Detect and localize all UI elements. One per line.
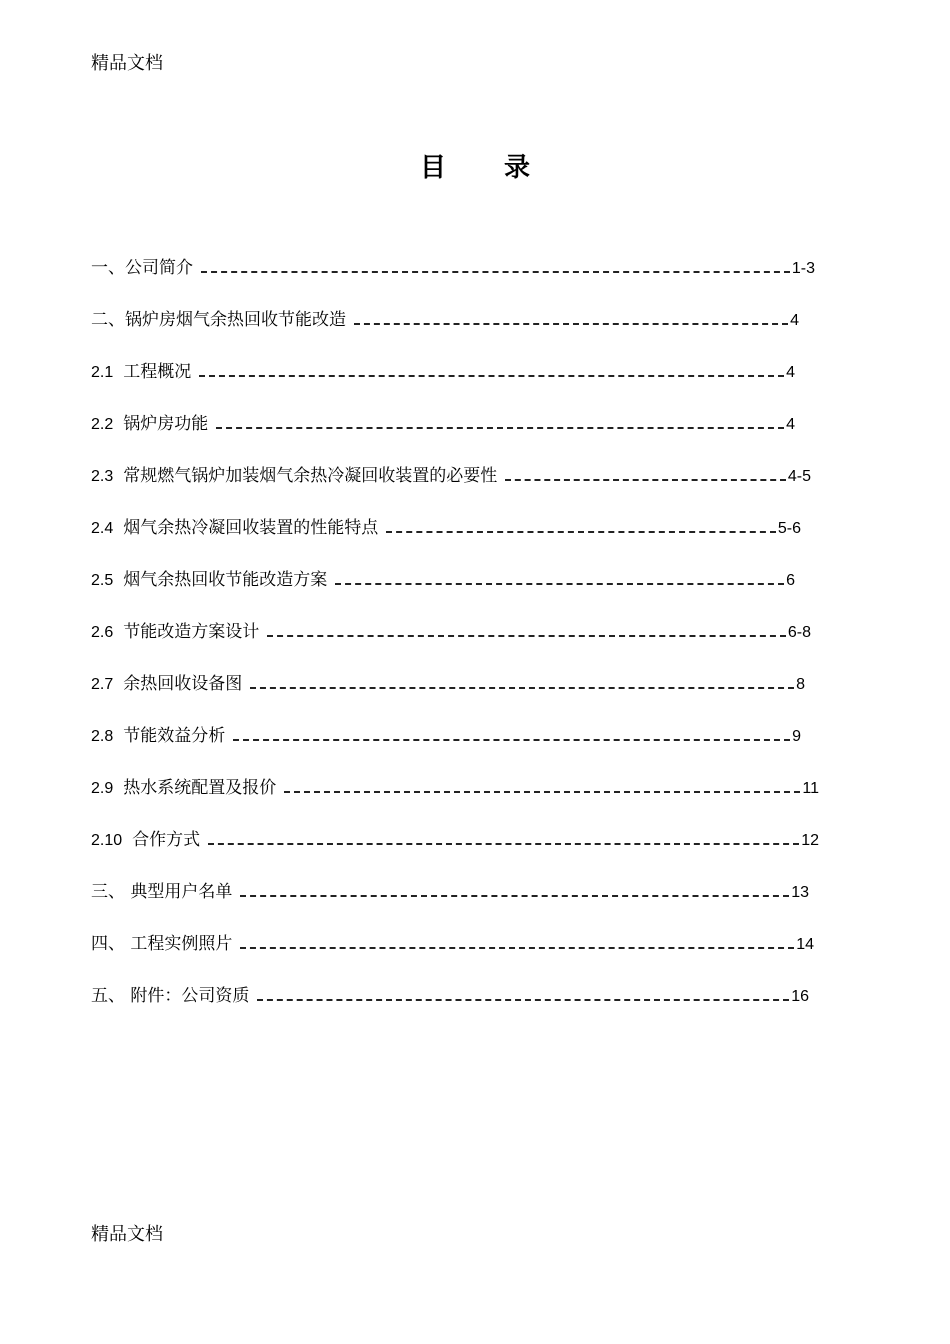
toc-entry-label: 常规燃气锅炉加装烟气余热冷凝回收装置的必要性 [123,466,498,486]
toc-entry-label: 锅炉房功能 [123,414,209,434]
toc-entry[interactable] [91,358,831,410]
toc-entry-page: 1-3 [791,260,815,277]
dot-leader [208,843,799,845]
toc-entry-number: 2.5 [91,572,114,589]
toc-entry-page: 11 [802,780,819,797]
dot-leader [233,739,790,741]
toc-entry-page: 4 [786,364,795,381]
toc-entry[interactable] [91,878,831,930]
dot-leader [284,791,800,793]
toc-title: 目录 [419,153,588,183]
toc-entry[interactable] [91,306,831,358]
dot-leader [240,947,794,949]
dot-leader [267,635,786,637]
toc-entry-label: 烟气余热回收节能改造方案 [123,570,328,590]
toc-entry-page: 9 [792,728,801,745]
dot-leader [240,895,789,897]
toc-entry[interactable] [91,618,831,670]
dot-leader [335,583,784,585]
toc-entry-number: 2.3 [91,468,114,485]
toc-entry-number: 2.1 [91,364,114,381]
toc-entry[interactable] [91,254,831,306]
toc-entry-number: 2.9 [91,780,114,797]
dot-leader [354,323,788,325]
dot-leader [201,271,790,273]
toc-entry-number: 2.10 [91,832,123,849]
toc-entry[interactable] [91,930,831,982]
toc-entry-number: 2.8 [91,728,114,745]
toc-entry-page: 6 [786,572,795,589]
toc-entry-label: 三、 典型用户名单 [91,882,233,902]
dot-leader [250,687,794,689]
toc-entry[interactable] [91,774,831,826]
toc-entry-label: 合作方式 [132,830,201,850]
toc-entry-number: 2.2 [91,416,114,433]
toc-entry[interactable] [91,462,831,514]
dot-leader [199,375,784,377]
toc-entry-page: 14 [796,936,814,953]
toc-entry-page: 8 [796,676,805,693]
toc-entry[interactable] [91,566,831,618]
toc-entry-label: 工程概况 [123,362,192,382]
toc-entry-page: 16 [791,988,809,1005]
toc-entry-label: 烟气余热冷凝回收装置的性能特点 [123,518,379,538]
toc-entry-label: 余热回收设备图 [123,674,243,694]
toc-entry-label: 五、 附件：公司资质 [91,986,250,1006]
toc-entry-number: 2.7 [91,676,114,693]
toc-entry-page: 4 [786,416,795,433]
table-of-contents [91,254,831,1034]
toc-entry-page: 6-8 [787,624,811,641]
toc-entry-label: 热水系统配置及报价 [123,778,277,798]
toc-entry-label: 二、锅炉房烟气余热回收节能改造 [91,310,346,330]
toc-entry-page: 12 [801,832,819,849]
toc-entry[interactable] [91,722,831,774]
toc-entry-label: 一、公司简介 [91,258,193,278]
page-footer: 精品文档 [91,1224,163,1245]
toc-entry-page: 4 [790,312,799,329]
toc-entry-number: 2.4 [91,520,114,537]
toc-entry[interactable] [91,410,831,462]
dot-leader [216,427,784,429]
toc-entry[interactable] [91,826,831,878]
toc-entry[interactable] [91,514,831,566]
page-header: 精品文档 [91,53,163,74]
dot-leader [257,999,789,1001]
toc-entry[interactable] [91,670,831,722]
dot-leader [505,479,786,481]
toc-entry-page: 4-5 [787,468,811,485]
toc-entry-label: 四、 工程实例照片 [91,934,233,954]
toc-entry[interactable] [91,982,831,1034]
toc-entry-page: 5-6 [777,520,801,537]
toc-entry-label: 节能改造方案设计 [123,622,260,642]
toc-entry-page: 13 [791,884,809,901]
dot-leader [386,531,776,533]
toc-entry-label: 节能效益分析 [123,726,226,746]
toc-entry-number: 2.6 [91,624,114,641]
